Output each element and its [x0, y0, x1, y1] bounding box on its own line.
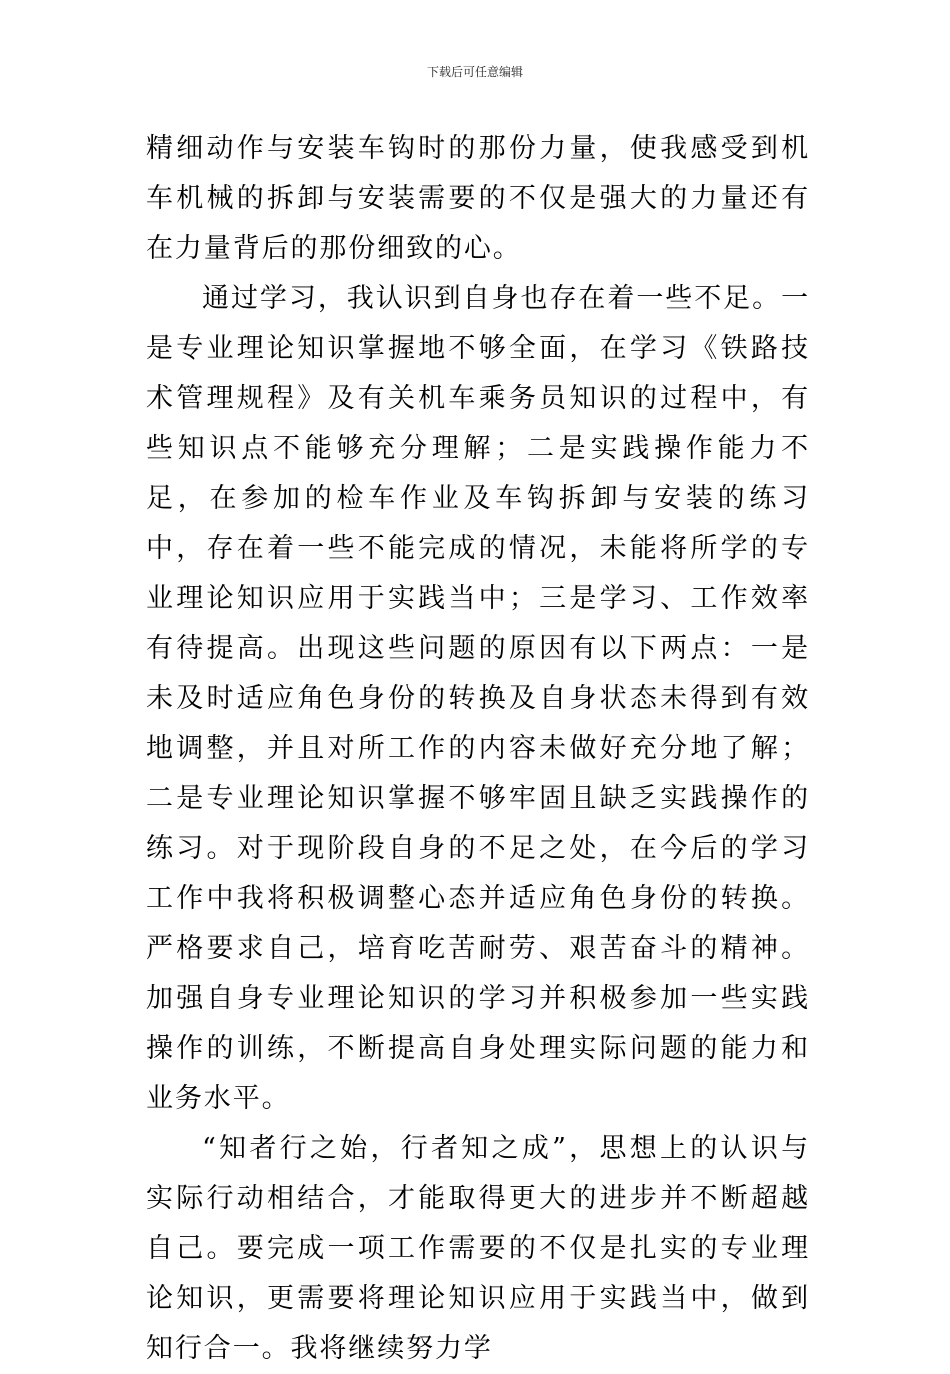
- paragraph-3: “知者行之始，行者知之成”，思想上的认识与实际行动相结合，才能取得更大的进步并不断超越自己。要完成一项工作需要的不仅是扎实的专业理论知识，更需要将理论知识应用于实践当中，做到知行合一。我将继续努力学: [146, 1133, 810, 1364]
- page-header-note: 下载后可任意编辑: [426, 65, 523, 79]
- paragraph-2: 通过学习，我认识到自身也存在着一些不足。一是专业理论知识掌握地不够全面，在学习《铁路技术管理规程》及有关机车乘务员知识的过程中，有些知识点不能够充分理解；二是实践操作能力不足，在参加的检车作业及车钩拆卸与安装的练习中，存在着一些不能完成的情况，未能将所学的专业理论知识应用于实践当中；三是学习、工作效率有待提高。出现这些问题的原因有以下两点：一是未及时适应角色身份的转换及自身状态未得到有效地调整，并且对所工作的内容未做好充分地了解；二是专业理论知识掌握不够牢固且缺乏实践操作的练习。对于现阶段自身的不足之处，在今后的学习工作中我将积极调整心态并适应角色身份的转换。严格要求自己，培育吃苦耐劳、艰苦奋斗的精神。加强自身专业理论知识的学习并积极参加一些实践操作的训练，不断提高自身处理实际问题的能力和业务水平。: [146, 283, 810, 1114]
- document-body: [146, 124, 810, 1374]
- paragraph-1: 精细动作与安装车钩时的那份力量，使我感受到机车机械的拆卸与安装需要的不仅是强大的力量还有在力量背后的那份细致的心。: [146, 133, 810, 264]
